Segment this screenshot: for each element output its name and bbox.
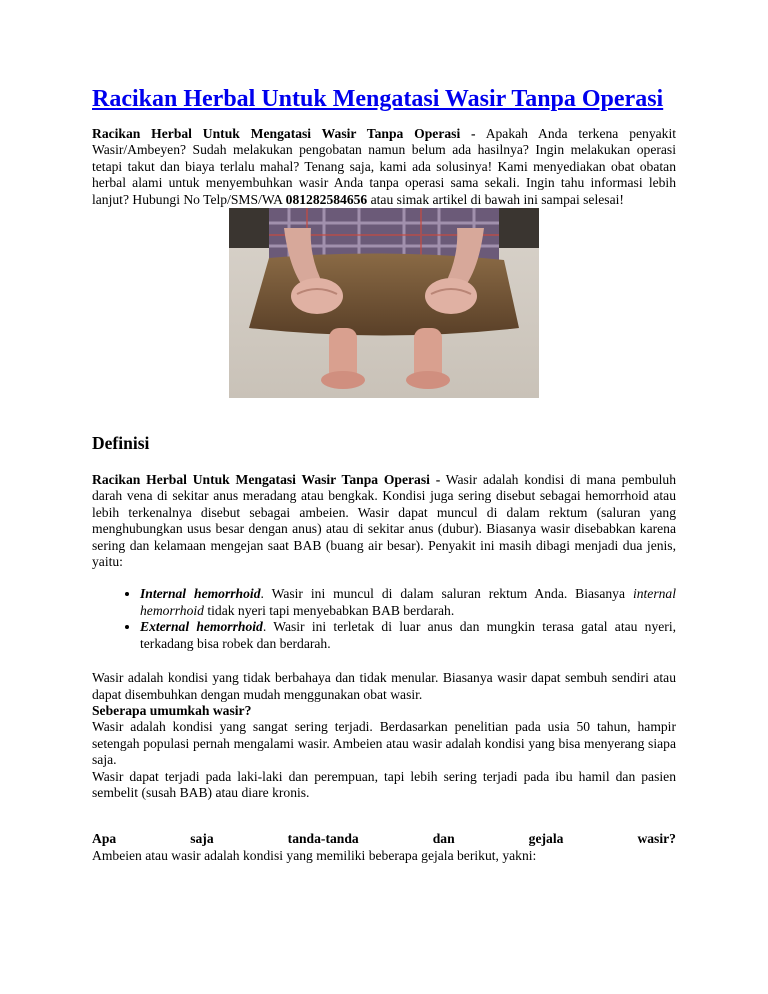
question-common: Seberapa umumkah wasir?: [92, 702, 252, 718]
type-name: External hemorrhoid: [140, 619, 263, 635]
definition-text: Wasir adalah kondisi di mana pembuluh darah vena di sekitar anus meradang atau bengkak. Kondisi juga sering disebut sebagai hemorrhoid atau lebih terkenalnya disebut sebagai ambeien. Wasir dapat muncul di dalam rektum (saluran yang menghubungkan usus besar dengan anus) atau di sekitar anus (dubur). Biasanya wasir disebabkan karena sering dan kelamaan mengejan saat BAB (buang air besar). Penyakit ini masih dibagi menjadi dua jenis, yaitu:: [92, 472, 676, 570]
document-page: [92, 84, 676, 864]
question-word: tanda-tanda: [287, 831, 359, 847]
intro-tail: atau simak artikel di bawah ini sampai selesai!: [367, 191, 624, 207]
intro-lead: Racikan Herbal Untuk Mengatasi Wasir Tanpa Operasi -: [92, 126, 476, 141]
type-text: tidak nyeri tapi menyebabkan BAB berdarah.: [203, 602, 455, 618]
page-title: [92, 84, 676, 114]
type-text: . Wasir ini muncul di dalam saluran rektum Anda. Biasanya: [260, 586, 633, 602]
intro-paragraph: [92, 126, 676, 208]
hemorrhoid-types-list: [92, 586, 676, 652]
definition-paragraph: [92, 472, 676, 570]
question-symptoms: [92, 831, 676, 847]
phone-number: 081282584656: [285, 191, 368, 207]
list-item: [140, 586, 676, 619]
question-word: wasir?: [637, 831, 676, 847]
definition-lead: Racikan Herbal Untuk Mengatasi Wasir Tanpa Operasi -: [92, 472, 441, 488]
type-italic: internal hemorrhoid: [140, 586, 676, 618]
question-word: Apa: [92, 831, 117, 847]
question-word: saja: [190, 831, 214, 847]
symptoms-paragraph: Ambeien atau wasir adalah kondisi yang memiliki beberapa gejala berikut, yakni:: [92, 847, 537, 863]
type-name: Internal hemorrhoid: [140, 586, 261, 602]
section-heading-definisi: Definisi: [92, 433, 150, 454]
question-word: gejala: [528, 831, 564, 847]
type-text: . Wasir ini terletak di luar anus dan mungkin terasa gatal atau nyeri, terkadang bisa robek dan berdarah.: [140, 619, 677, 651]
harmless-paragraph: Wasir adalah kondisi yang tidak berbahaya dan tidak menular. Biasanya wasir dapat sembuh sendiri atau dapat disembuhkan dengan mudah menggunakan obat wasir.: [92, 670, 676, 702]
common-paragraph-1: Wasir adalah kondisi yang sangat sering terjadi. Berdasarkan penelitian pada usia 50 tahun, hampir setengah populasi pernah mengalami wasir. Ambeien atau wasir adalah kondisi yang bisa menyerang siapa saja.: [92, 719, 676, 768]
question-word: dan: [432, 831, 455, 847]
title-link[interactable]: Racikan Herbal Untuk Mengatasi Wasir Tanpa Operasi: [92, 86, 664, 112]
common-paragraph-2: Wasir dapat terjadi pada laki-laki dan perempuan, tapi lebih sering terjadi pada ibu hamil dan pasien sembelit (susah BAB) atau diare kronis.: [92, 768, 676, 800]
hemorrhoid-photo: [229, 208, 539, 398]
intro-text: Apakah Anda terkena penyakit Wasir/Ambeyen? Sudah melakukan pengobatan namun belum ada hasilnya? Ingin melakukan operasi tetapi takut dan biaya terlalu mahal? Tenang saja, kami ada solusinya! Kami menyediakan obat obatan herbal alami untuk menyembuhkan wasir Anda tanpa operasi sama sekali. Ingin tahu informasi lebih lanjut? Hubungi No Telp/SMS/WA: [92, 126, 676, 207]
list-item: [140, 619, 676, 652]
